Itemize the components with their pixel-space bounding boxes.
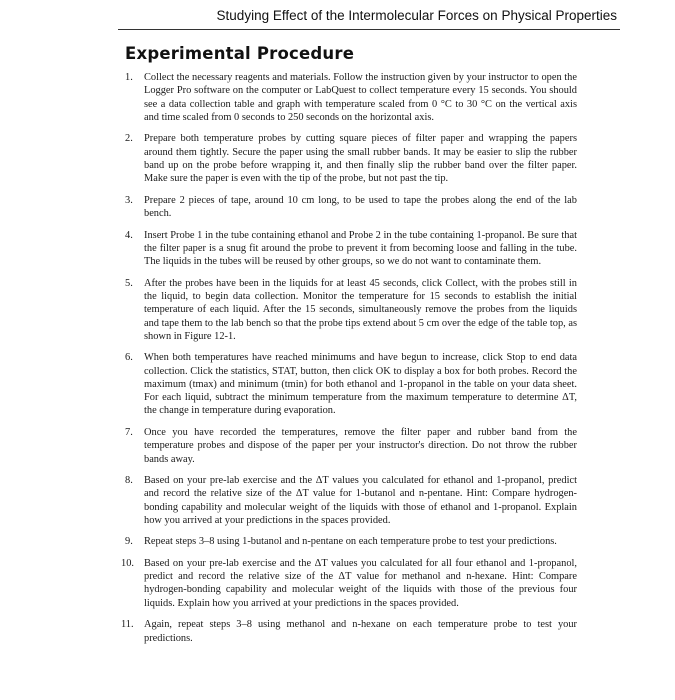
step-number: 11. bbox=[121, 619, 134, 631]
step-text: Insert Probe 1 in the tube containing ethanol and Probe 2 in the tube containing 1-propanol. Be sure that the filter paper is a snug fit around the probe to prevent it from becoming loose and falling in the tube. The liquids in the tubes will be reused by other groups, so we do not want to contaminate them. bbox=[144, 229, 577, 268]
step-number: 2. bbox=[125, 133, 133, 145]
page-header bbox=[0, 0, 675, 32]
step-text: Collect the necessary reagents and materials. Follow the instruction given by your instructor to open the Logger Pro software on the computer or LabQuest to collect temperature every 15 seconds. You should see a data collection table and graph with temperature scaled from 0 °C to 30 °C on the vertical axis and time scaled from 0 seconds to 250 seconds on the horizontal axis. bbox=[144, 72, 577, 123]
step-text: Again, repeat steps 3–8 using methanol and n-hexane on each temperature probe to test your predictions. bbox=[144, 619, 577, 644]
step-text: Once you have recorded the temperatures, remove the filter paper and rubber band from the temperature probes and dispose of the paper per your instructor's direction. Do not throw the rubber bands away. bbox=[144, 426, 577, 465]
step-text: Based on your pre-lab exercise and the ΔT values you calculated for all four ethanol and 1-propanol, predict and record the relative size of the ΔT value for methanol and n-hexane. Hint: Compare hydrogen-bonding capability and molecular weight of the liquids with those of the previous four liquids. Explain how you arrived at your predictions in the spaces provided. bbox=[144, 557, 577, 609]
step-text: Prepare both temperature probes by cutting square pieces of filter paper and wrapping the papers around them tightly. Secure the paper using the small rubber bands. It may be easier to slip the rubber band up on the probe before wrapping it, and then finally slip the rubber band over the filter paper. Make sure the paper is even with the tip of the probe, but not past the tip. bbox=[144, 133, 577, 185]
step-number: 5. bbox=[125, 277, 133, 289]
step-number: 8. bbox=[125, 475, 133, 487]
procedure-step-5 bbox=[125, 277, 577, 343]
procedure-step-4 bbox=[125, 229, 577, 269]
procedure-step-9 bbox=[125, 535, 577, 548]
step-number: 6. bbox=[125, 352, 133, 364]
step-text: Repeat steps 3–8 using 1-butanol and n-pentane on each temperature probe to test your predictions. bbox=[144, 536, 557, 548]
step-number: 7. bbox=[125, 426, 133, 438]
procedure-step-11 bbox=[121, 618, 577, 645]
step-text: Prepare 2 pieces of tape, around 10 cm long, to be used to tape the probes along the end of the lab bench. bbox=[144, 194, 577, 220]
step-number: 3. bbox=[125, 194, 133, 206]
step-text: When both temperatures have reached minimums and have begun to increase, click Stop to end data collection. Click the statistics, STAT, button, then click OK to display a box for both probes. Record the maximum (tmax) and minimum (tmin) for both ethanol and 1-propanol in the table on your data sheet. For each liquid, subtract the minimum temperature from the maximum temperature to determine ΔT, the change in temperature during evaporation. bbox=[144, 352, 577, 417]
procedure-step-10 bbox=[121, 557, 577, 610]
step-number: 10. bbox=[121, 557, 134, 569]
header-divider bbox=[118, 29, 620, 30]
procedure-step-3 bbox=[125, 194, 577, 221]
running-header-title: Studying Effect of the Intermolecular Forces on Physical Properties bbox=[216, 8, 617, 23]
step-number: 9. bbox=[125, 536, 133, 548]
procedure-step-8 bbox=[125, 474, 577, 527]
step-number: 1. bbox=[125, 72, 133, 83]
step-text: After the probes have been in the liquids for at least 45 seconds, click Collect, with the probes still in the liquid, to begin data collection. Monitor the temperature for 15 seconds to establish the initial temperature of each liquid. After the 15 seconds, simultaneously remove the probes from the liquids and tape them to the lab bench so that the probe tips extend about 5 cm over the edge of the table top, as shown in Figure 12-1. bbox=[144, 277, 577, 342]
procedure-steps-list bbox=[121, 71, 577, 653]
procedure-step-6 bbox=[125, 351, 577, 417]
procedure-step-2 bbox=[125, 132, 577, 185]
step-number: 4. bbox=[125, 229, 133, 241]
step-text: Based on your pre-lab exercise and the ΔT values you calculated for ethanol and 1-propanol, predict and record the relative size of the ΔT value for 1-butanol and n-pentane. Hint: Compare hydrogen-bonding capability and molecular weight of the liquids with those of ethanol and 1-propanol. Explain how you arrived at your predictions in the spaces provided. bbox=[144, 475, 577, 526]
procedure-step-1 bbox=[125, 71, 577, 124]
section-title: Experimental Procedure bbox=[125, 44, 355, 63]
procedure-step-7 bbox=[125, 426, 577, 466]
